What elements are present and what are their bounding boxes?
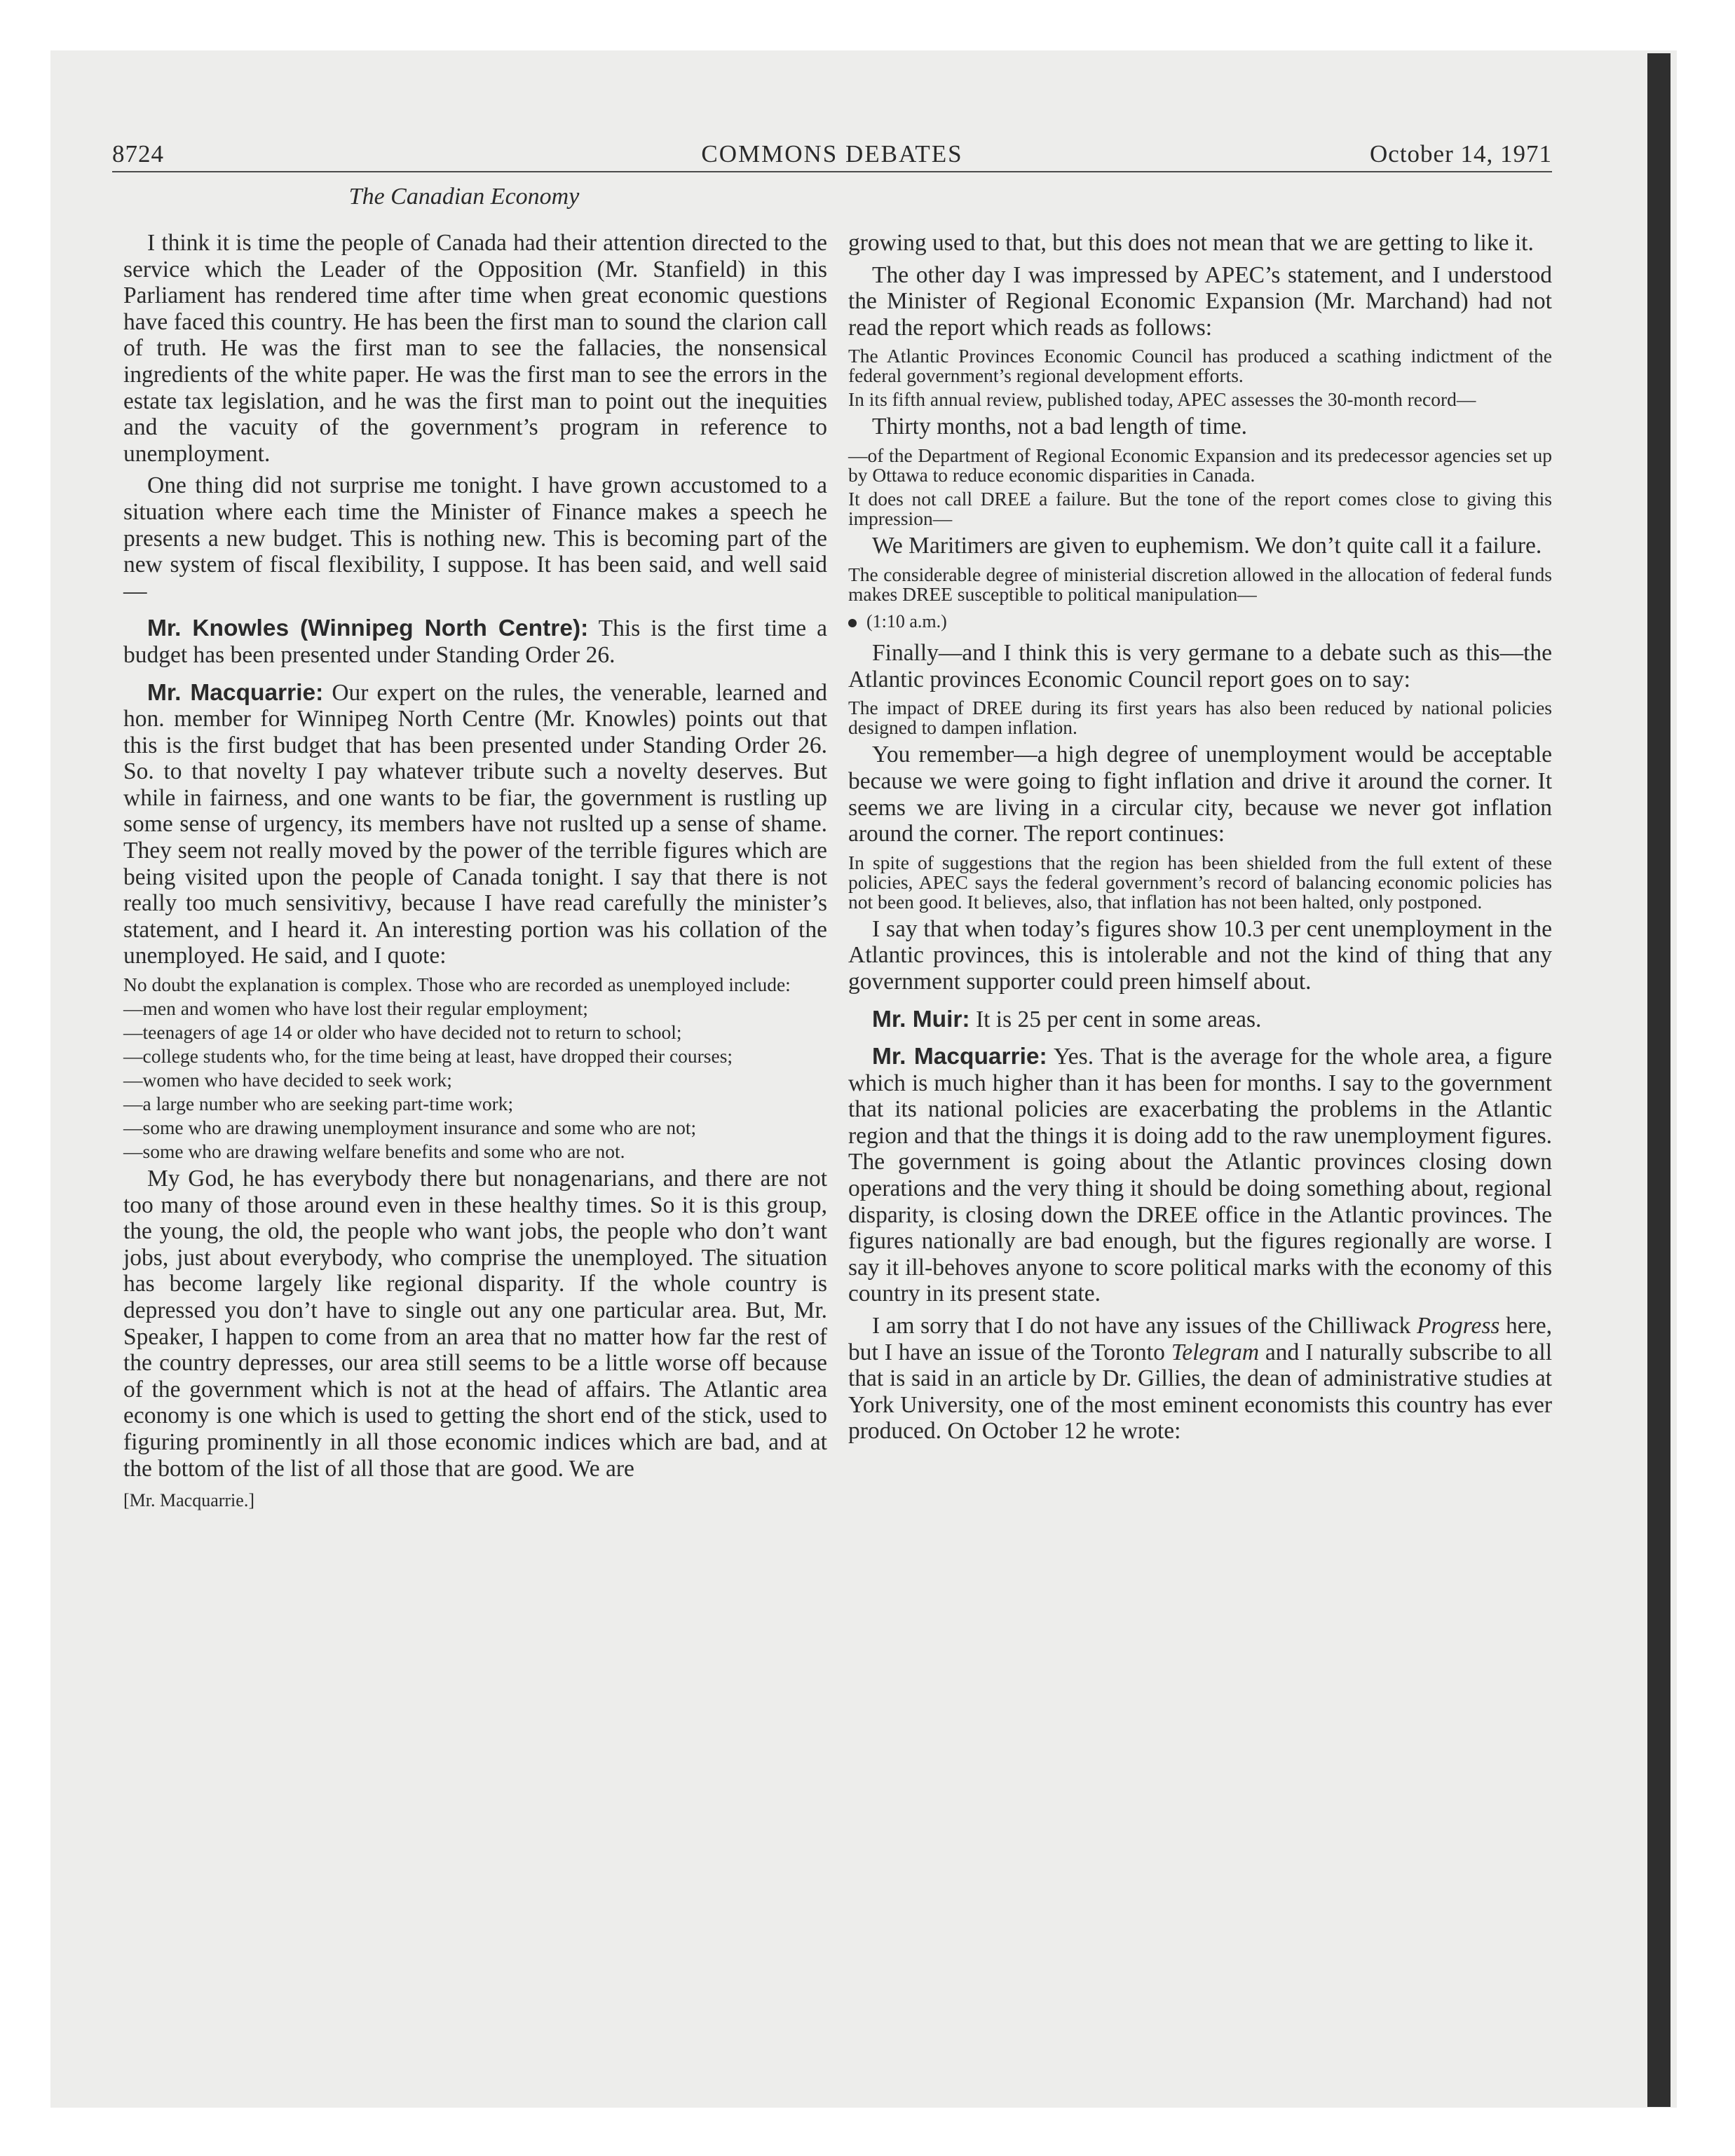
block-quote: No doubt the explanation is complex. Those who are recorded as unemployed include: [123, 974, 791, 996]
paragraph-text: and I naturally subscribe to all that is said in an article by Dr. Gillies, the dean of administrative studies at York University, one of the most eminent economists this country has ever produced. On October 12 he wrote: [848, 1339, 1552, 1445]
speech [123, 680, 827, 970]
newspaper-title: Telegram [1171, 1339, 1260, 1365]
publication-title: COMMONS DEBATES [701, 140, 963, 168]
block-quote: The Atlantic Provinces Economic Council has produced a scathing indictment of the federal government’s regional development efforts. [848, 345, 1552, 387]
paragraph: We Maritimers are given to euphemism. We don’t quite call it a failure. [872, 532, 1542, 559]
paragraph: One thing did not surprise me tonight. I have grown accustomed to a situation where each time the Minister of Finance makes a speech he presents a new budget. This is nothing new. This is becoming part of the new system of fiscal flexibility, I suppose. It has been said, and well said— [123, 472, 827, 604]
section-title: The Canadian Economy [348, 184, 580, 210]
paragraph: My God, he has everybody there but nonagenarians, and there are not too many of those around even in these healthy times. So it is this group, the young, the old, the people who want jobs, the people who don’t want jobs, just about everybody, who comprise the unemployed. The situation has become largely like regional disparity. If the whole country is depressed you don’t have to single out any one particular area. But, Mr. Speaker, I happen to come from an area that no matter how far the rest of the country depresses, our area still seems to be a little worse off because of the government which is not at the head of affairs. The Atlantic area economy is one which is used to getting the short end of the stick, used to figuring prominently in all those economic indices which are bad, and at the bottom of the list of all those that are good. We are [123, 1166, 827, 1482]
quote-list-item: —college students who, for the time being at least, have dropped their courses; [123, 1045, 733, 1067]
quote-list-item: —a large number who are seeking part-time work; [123, 1093, 514, 1115]
bullet-icon [848, 619, 857, 627]
block-quote: The impact of DREE during its first years has also been reduced by national policies designed to dampen inflation. [848, 697, 1552, 739]
paragraph: You remember—a high degree of unemployment would be acceptable because we were going to fight inflation and drive it around the corner. It seems we are living in a circular city, because we never got inflation around the corner. The report continues: [848, 742, 1552, 847]
paragraph: I say that when today’s figures show 10.3 per cent unemployment in the Atlantic provinces, this is intolerable and not the kind of thing that any government supporter could preen himself about. [848, 915, 1552, 995]
left-column [123, 230, 827, 1520]
paragraph: Finally—and I think this is very germane to a debate such as this—the Atlantic provinces Economic Council report goes on to say: [848, 640, 1552, 692]
paragraph-text: I am sorry that I do not have any issues of the Chilliwack [872, 1313, 1417, 1339]
quote-list-item: —teenagers of age 14 or older who have decided not to return to school; [123, 1021, 682, 1044]
paragraph: Thirty months, not a bad length of time. [872, 414, 1247, 440]
paragraph: I think it is time the people of Canada had their attention directed to the service which the Leader of the Opposition (Mr. Stanfield) in this Parliament has rendered time after time when great economic questions have faced this country. He has been the first man to sound the clarion call of truth. He was the first man to see the fallacies, the nonsensical ingredients of the white paper. He was the first man to see the errors in the estate tax legislation, and he was the first man to point out the inequities and the vacuity of the government’s program in reference to unemployment. [123, 230, 827, 467]
paragraph-text: here, but I have an issue of the Toronto [848, 1313, 1552, 1365]
time-marker-text: (1:10 a.m.) [866, 610, 947, 632]
speech [848, 1044, 1552, 1307]
speech-text: Yes. That is the average for the whole area, a figure which is much higher than it has been for months. I say to the government that its national policies are exacerbating the problems in the Atlantic region and that the things it is doing add to the raw unemployment figures. The government is going about the Atlantic provinces closing down operations and the very thing it should be doing something about, regional disparity, is closing down the DREE office in the Atlantic provinces. The figures nationally are bad enough, but the figures regionally are worse. I say it ill-behoves anyone to score political marks with the economy of this country in its present state. [848, 1044, 1552, 1307]
quote-list-item: —some who are drawing welfare benefits and some who are not. [123, 1140, 625, 1163]
speech-text: This is the first time a budget has been presented under Standing Order 26. [123, 615, 827, 668]
page-number: 8724 [112, 140, 164, 168]
speaker-name: Mr. Macquarrie: [872, 1044, 1047, 1070]
speech [123, 615, 827, 668]
time-marker [848, 608, 1552, 635]
speaker-name: Mr. Knowles (Winnipeg North Centre): [147, 615, 589, 642]
speech-text: Our expert on the rules, the venerable, learned and hon. member for Winnipeg North Centre (Mr. Knowles) points out that this is the first budget that has been presented under Standing Order 26. So. to that novelty I pay whatever tribute such a novelty deserves. But while in fairness, and one wants to be fiar, the government is rustling up some sense of urgency, its members have not ruslted up a sense of shame. They seem not really moved by the power of the terrible figures which are being visited upon the people of Canada tonight. I say that there is not really too much sensivitivy, because I have read carefully the minister’s statement, and I heard it. An interesting portion was his collation of the unemployed. He said, and I quote: [123, 679, 827, 969]
quote-list-item: —some who are drawing unemployment insurance and some who are not; [123, 1117, 697, 1139]
speaker-signature: [Mr. Macquarrie.] [123, 1490, 254, 1511]
paragraph: The other day I was impressed by APEC’s statement, and I understood the Minister of Regional Economic Expansion (Mr. Marchand) had not read the report which reads as follows: [848, 261, 1552, 341]
block-quote: —of the Department of Regional Economic Expansion and its predecessor agencies set up by Ottawa to reduce economic disparities in Canada. [848, 444, 1552, 486]
paragraph: growing used to that, but this does not mean that we are getting to like it. [848, 230, 1534, 256]
page-date: October 14, 1971 [1370, 140, 1552, 168]
speaker-name: Mr. Macquarrie: [147, 679, 324, 706]
speech [848, 1007, 1552, 1033]
quote-list-item: —women who have decided to seek work; [123, 1069, 452, 1091]
right-column [848, 230, 1552, 1450]
quote-list [123, 999, 827, 1161]
newspaper-title: Progress [1416, 1313, 1500, 1339]
block-quote: In spite of suggestions that the region has been shielded from the full extent of these policies, APEC says the federal government’s record of balancing economic policies has not been good. It believes, also, that inflation has not been halted, only postponed. [848, 851, 1552, 913]
page-header [112, 139, 1552, 172]
block-quote: It does not call DREE a failure. But the tone of the report comes close to giving this impression— [848, 487, 1552, 529]
block-quote: The considerable degree of ministerial discretion allowed in the allocation of federal funds makes DREE susceptible to political manipulation— [848, 563, 1552, 605]
paragraph [848, 1313, 1552, 1445]
block-quote: In its fifth annual review, published today, APEC assesses the 30-month record— [848, 388, 1476, 411]
quote-list-item: —men and women who have lost their regular employment; [123, 997, 588, 1020]
scan-edge-bar [1647, 53, 1671, 2107]
speech-text: It is 25 per cent in some areas. [969, 1006, 1262, 1032]
speaker-name: Mr. Muir: [872, 1006, 970, 1032]
